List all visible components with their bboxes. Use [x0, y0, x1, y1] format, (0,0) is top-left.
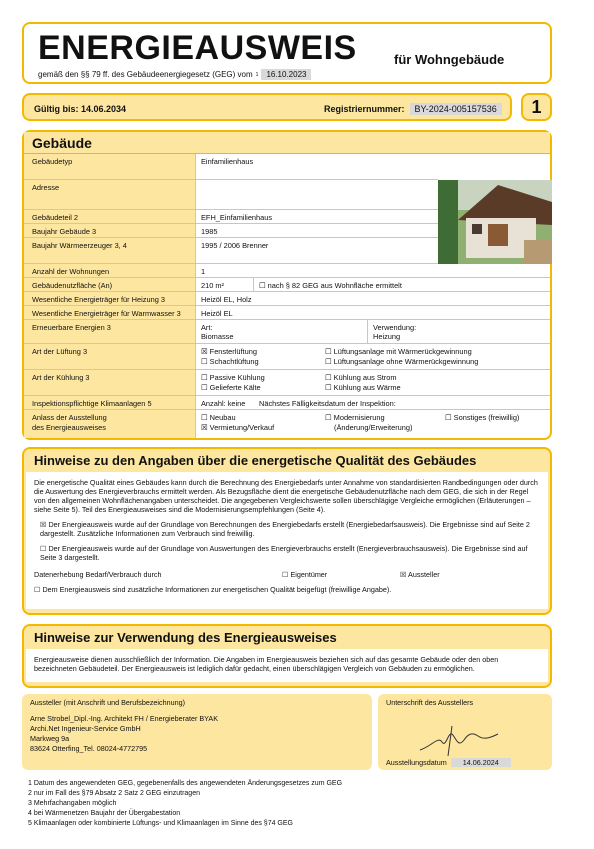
cool-delivered[interactable]: ☐ Gelieferte Kälte: [201, 383, 261, 392]
row-type: Gebäudetyp Einfamilienhaus: [24, 154, 438, 180]
cool-heat[interactable]: ☐ Kühlung aus Wärme: [325, 383, 401, 392]
row-area: Gebäudenutzfläche (An) 210 m² ☐ nach § 82 GEG aus Wohnfläche ermittelt: [24, 278, 550, 292]
row-heater-year: Baujahr Wärmeerzeuger 3, 4 1995 / 2006 Brenner: [24, 238, 438, 264]
building-photo: [438, 180, 552, 264]
hints-section: [22, 447, 552, 615]
usage-title: Hinweise zur Verwendung des Energieausweises: [34, 630, 337, 645]
house-image: [438, 180, 552, 264]
collect-issuer[interactable]: ☒ Aussteller: [400, 570, 440, 579]
collect-owner[interactable]: ☐ Eigentümer: [282, 570, 328, 579]
building-section: [22, 130, 552, 440]
doc-title: ENERGIEAUSWEIS: [38, 29, 357, 67]
row-year: Baujahr Gebäude 3 1985: [24, 224, 438, 238]
issue-date: Ausstellungsdatum 14.06.2024: [386, 758, 511, 767]
doc-subtitle: für Wohngebäude: [394, 52, 505, 67]
valid-until: Gültig bis: 14.06.2034: [34, 104, 127, 114]
cool-electric[interactable]: ☐ Kühlung aus Strom: [325, 373, 397, 382]
law-date: 16.10.2023: [261, 69, 311, 80]
vent-window[interactable]: ☒ Fensterlüftung: [201, 347, 257, 356]
registration: Registriernummer: BY-2024-005157536: [324, 103, 502, 115]
section-title: Gebäude: [24, 132, 550, 154]
usage-section: [22, 624, 552, 688]
issuer-box: Aussteller (mit Anschrift und Berufsbezeichnung) Arne Strobel_Dipl.-Ing. Architekt FH / Energieberater BYAK Archi.Net Ingenieur-Service GmbH Markweg 9a 83624 Otterfing_Tel. 08024-4772795: [22, 694, 372, 770]
option-demand[interactable]: ☒ Der Energieausweis wurde auf der Grundlage von Berechnungen des Energiebedarfs erstellt (Energiebedarfsausweis). Die Ergebnisse sind auf Seite 2 dargestellt. Zusätzliche Informationen zum Verbrauch sind freiwillig.: [40, 520, 530, 538]
issuer-label: Aussteller (mit Anschrift und Berufsbezeichnung): [30, 698, 186, 707]
vent-without-recovery[interactable]: ☐ Lüftungsanlage ohne Wärmerückgewinnung: [325, 357, 479, 366]
hints-title: Hinweise zu den Angaben über die energetische Qualität des Gebäudes: [34, 453, 477, 468]
row-heating-carrier: Wesentliche Energieträger für Heizung 3 Heizöl EL, Holz: [24, 292, 550, 306]
row-water-carrier: Wesentliche Energieträger für Warmwasser 3 Heizöl EL: [24, 306, 550, 320]
signature-label: Unterschrift des Ausstellers: [386, 698, 474, 707]
row-inspection: Inspektionspflichtige Klimaanlagen 5 Anzahl: keine Nächstes Fälligkeitsdatum der Inspektion:: [24, 396, 550, 410]
row-ventilation: Art der Lüftung 3 ☒ Fensterlüftung ☐ Schachtlüftung ☐ Lüftungsanlage mit Wärmerückgewinnung ☐ Lüftungsanlage ohne Wärmerückgewinnung: [24, 344, 550, 370]
header: [22, 22, 552, 84]
legal-basis: gemäß den §§ 79 ff. des Gebäudeenergiegesetz (GEG) vom 1 16.10.2023: [38, 69, 311, 80]
hints-paragraph: Die energetische Qualität eines Gebäudes kann durch die Berechnung des Energiebedarfs unter Annahme von standardisierten Randbedingungen oder durch die Auswertung des Energieverbrauchs ermittelt werden. Als Bezugsfläche dient die energetische Gebäudenutzfläche nach dem GEG, die sich in der Regel von den allgemeinen Wohnflächenangaben unterscheidet. Die angegebenen Vergleichswerte sollen überschlägige Vergleiche ermöglichen (Erläuterungen – siehe Seite 5). Teil des Energieausweises sind die Modernisierungsempfehlungen (Seite 4).: [34, 478, 538, 514]
row-cooling: Art der Kühlung 3 ☐ Passive Kühlung ☐ Gelieferte Kälte ☐ Kühlung aus Strom ☐ Kühlung aus Wärme: [24, 370, 550, 396]
signature-box: [378, 694, 552, 770]
row-occasion: Anlass der Ausstellung des Energieausweises ☐ Neubau ☒ Vermietung/Verkauf ☐ Modernisierung (Änderung/Erweiterung) ☐ Sonstiges (freiwillig): [24, 410, 550, 438]
option-extra-info[interactable]: ☐ Dem Energieausweis sind zusätzliche Informationen zur energetischen Qualität beigefügt (freiwillige Angabe).: [34, 585, 392, 594]
row-address: Adresse: [24, 180, 438, 210]
footnotes: 1 Datum des angewendeten GEG, gegebenenfalls des angewendeten Änderungsgesetzes zum GEG 2 nur im Fall des §79 Absatz 2 Satz 2 GEG einzutragen 3 Mehrfachangaben möglich 4 bei Wärmenetzen Baujahr der Übergabestation 5 Klimaanlagen oder kombinierte Lüftungs- und Klimaanlagen im Sinne des §74 GEG: [28, 780, 343, 827]
registration-number: BY-2024-005157536: [410, 103, 502, 115]
usage-text: Energieausweise dienen ausschließlich der Information. Die Angaben im Energieausweis beziehen sich auf das gesamte Gebäude oder den oben bezeichneten Gebäudeteil. Der Energieausweis ist lediglich dafür gedacht, einen überschlägigen Vergleich von Gebäuden zu ermöglichen.: [26, 649, 548, 682]
vent-shaft[interactable]: ☐ Schachtlüftung: [201, 357, 259, 366]
data-collection: Datenerhebung Bedarf/Verbrauch durch ☐ Eigentümer ☒ Aussteller: [34, 570, 440, 579]
cool-passive[interactable]: ☐ Passive Kühlung: [201, 373, 265, 382]
vent-with-recovery[interactable]: ☐ Lüftungsanlage mit Wärmerückgewinnung: [325, 347, 472, 356]
occ-rent-sale[interactable]: ☒ Vermietung/Verkauf: [201, 423, 275, 432]
option-consumption[interactable]: ☐ Der Energieausweis wurde auf der Grundlage von Auswertungen des Energieverbrauchs erstellt (Energieverbrauchsausweis). Die Ergebnisse sind auf Seite 3 dargestellt.: [40, 544, 528, 562]
row-part: Gebäudeteil 2 EFH_Einfamilienhaus: [24, 210, 438, 224]
validity-bar: [22, 93, 512, 121]
page-number: 1: [521, 93, 552, 121]
signature-mark: [418, 722, 508, 758]
occ-other[interactable]: ☐ Sonstiges (freiwillig): [445, 413, 520, 422]
occ-new[interactable]: ☐ Neubau: [201, 413, 236, 422]
row-units: Anzahl der Wohnungen 1: [24, 264, 550, 278]
row-renewable: Erneuerbare Energien 3 Art: Biomasse Verwendung: Heizung: [24, 320, 550, 344]
occ-modernization[interactable]: ☐ Modernisierung: [325, 413, 385, 422]
